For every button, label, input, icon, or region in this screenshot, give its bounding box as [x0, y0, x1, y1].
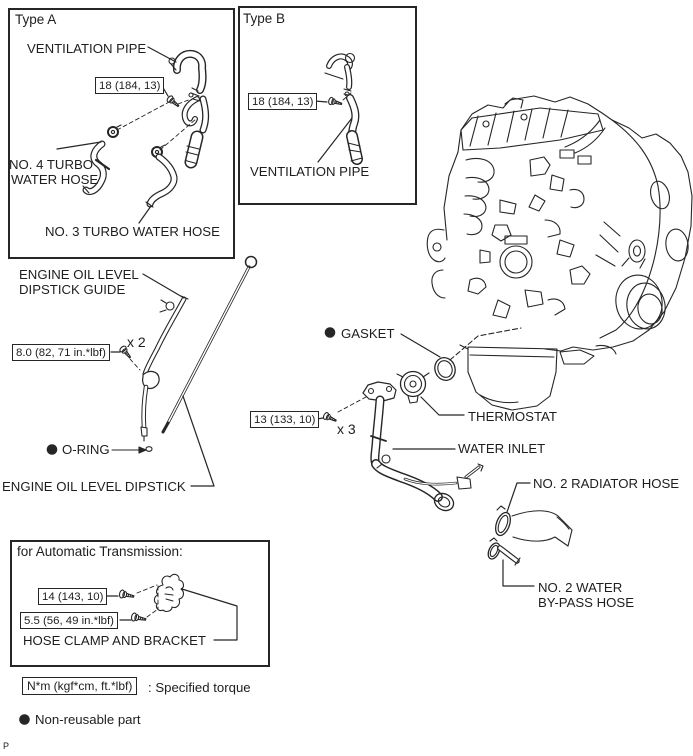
torque-spec-vent-b: 18 (184, 13) — [248, 93, 317, 110]
leader-line — [183, 396, 214, 486]
leader-line — [507, 483, 530, 512]
non-reusable-dot — [325, 327, 336, 338]
water-inlet-label: WATER INLET — [458, 441, 546, 456]
bolt-icon — [119, 590, 135, 601]
thermostat-label: THERMOSTAT — [468, 409, 557, 424]
engine-illustration — [427, 96, 692, 410]
torque-spec-water-inlet: 13 (133, 10) — [250, 411, 319, 428]
bolt-icon — [166, 95, 181, 109]
non-reusable-dot — [19, 714, 30, 725]
torque-spec-at-clamp: 5.5 (56, 49 in.*lbf) — [20, 612, 118, 629]
leader-line — [148, 47, 176, 62]
at-panel-title: for Automatic Transmission: — [17, 544, 183, 559]
bolt-icon — [131, 613, 147, 624]
type-b-title: Type B — [243, 11, 286, 26]
hoses-drawing — [486, 483, 572, 586]
at-bracket-drawing — [107, 574, 237, 640]
page-footer-letter: P — [3, 741, 10, 751]
non-reusable-label: Non-reusable part — [35, 712, 141, 727]
hose-clamp-bracket-label: HOSE CLAMP AND BRACKET — [23, 633, 206, 648]
no4-turbo-hose-label-line2: WATER HOSE — [11, 172, 99, 187]
leader-line — [401, 334, 440, 357]
dipstick-label: ENGINE OIL LEVEL DIPSTICK — [2, 479, 186, 494]
type-a-title: Type A — [15, 12, 57, 27]
oring-label: O-RING — [62, 442, 110, 457]
torque-unit-symbol-box: N*m (kgf*cm, ft.*lbf) — [22, 677, 137, 695]
no4-turbo-hose-label-line1: NO. 4 TURBO — [9, 157, 94, 172]
bypass-hose-label-line1: NO. 2 WATER — [538, 580, 623, 595]
dipstick-drawing — [111, 257, 257, 487]
leader-line — [143, 274, 184, 298]
bolt-icon — [322, 412, 337, 424]
dipstick-guide-label-line2: DIPSTICK GUIDE — [19, 282, 126, 297]
hose-clamp-ring — [108, 125, 121, 137]
torque-spec-at-bolt: 14 (143, 10) — [38, 588, 107, 605]
dipstick-guide-label-line1: ENGINE OIL LEVEL — [19, 267, 139, 282]
quantity-x3: x 3 — [337, 421, 356, 437]
type-b-drawing — [315, 54, 362, 163]
torque-note-label: : Specified torque — [148, 680, 251, 695]
leader-line — [503, 560, 534, 586]
quantity-x2: x 2 — [127, 334, 146, 350]
bolt-icon — [328, 97, 343, 107]
gasket-label: GASKET — [341, 326, 395, 341]
bypass-hose-label-line2: BY-PASS HOSE — [538, 595, 635, 610]
leader-line — [421, 397, 464, 415]
non-reusable-dot — [47, 444, 58, 455]
type-a-drawing — [57, 47, 206, 223]
torque-spec-dipstick-guide: 8.0 (82, 71 in.*lbf) — [12, 344, 110, 361]
leader-line — [139, 206, 151, 223]
radiator-hose-label: NO. 2 RADIATOR HOSE — [533, 476, 680, 491]
ventilation-pipe-label-b: VENTILATION PIPE — [250, 164, 370, 179]
ventilation-pipe-label-a: VENTILATION PIPE — [27, 41, 147, 56]
torque-spec-vent-a: 18 (184, 13) — [95, 77, 164, 94]
no3-turbo-hose-label: NO. 3 TURBO WATER HOSE — [45, 224, 220, 239]
